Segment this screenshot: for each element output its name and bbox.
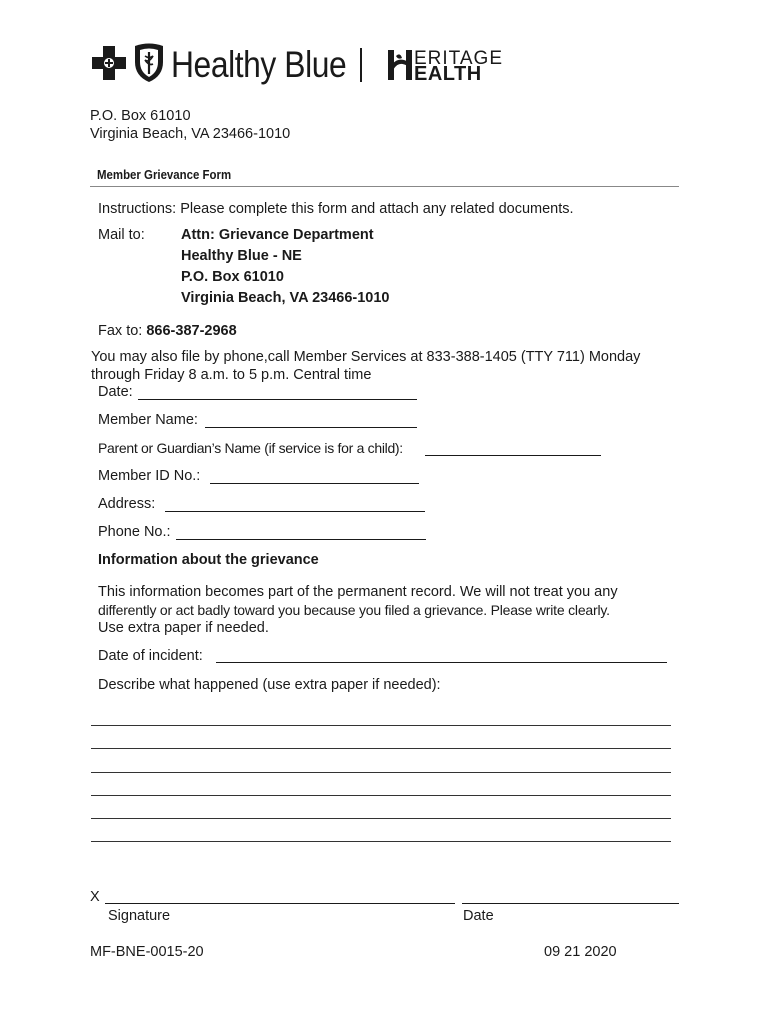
date-field[interactable] (138, 399, 417, 400)
mail-line-4: Virginia Beach, VA 23466-1010 (181, 290, 390, 306)
signature-mark: X (90, 889, 100, 905)
member-id-field[interactable] (210, 483, 419, 484)
date-label: Date: (98, 384, 133, 400)
member-name-field[interactable] (205, 427, 417, 428)
mail-label: Mail to: (98, 227, 145, 243)
signature-date-field[interactable] (462, 903, 679, 904)
partner-name-bottom: EALTH (414, 63, 482, 85)
signature-field[interactable] (105, 903, 455, 904)
form-title: Member Grievance Form (97, 167, 232, 182)
return-address-line1: P.O. Box 61010 (90, 108, 191, 124)
incident-date-field[interactable] (216, 662, 667, 663)
info-text-line2: differently or act badly toward you because you filed a grievance. Please write clearly. (98, 602, 610, 618)
info-text-line3: Use extra paper if needed. (98, 620, 269, 636)
phone-field[interactable] (176, 539, 426, 540)
phone-label: Phone No.: (98, 524, 171, 540)
info-heading: Information about the grievance (98, 552, 319, 568)
fax-label: Fax to: (98, 323, 143, 339)
fax-number: 866-387-2968 (146, 323, 237, 339)
instructions: Instructions: Please complete this form and attach any related documents. (98, 201, 574, 217)
description-line[interactable] (91, 725, 671, 726)
description-line[interactable] (91, 818, 671, 819)
phone-note-line1: You may also file by phone,call Member Services at 833-388-1405 (TTY 711) Monday (91, 349, 641, 365)
info-text-line1: This information becomes part of the permanent record. We will not treat you any (98, 584, 618, 600)
mail-line-3: P.O. Box 61010 (181, 269, 284, 285)
title-rule (90, 186, 679, 187)
blue-shield-icon (132, 42, 166, 84)
mail-line-2: Healthy Blue - NE (181, 248, 302, 264)
mail-line-1: Attn: Grievance Department (181, 227, 374, 243)
guardian-field[interactable] (425, 455, 601, 456)
revision-date: 09 21 2020 (544, 944, 617, 960)
incident-date-label: Date of incident: (98, 648, 203, 664)
heritage-logo-h-icon (386, 48, 416, 82)
signature-label: Signature (108, 908, 171, 924)
guardian-label: Parent or Guardian’s Name (if service is for a child): (98, 440, 403, 456)
describe-label: Describe what happened (use extra paper if needed): (98, 677, 441, 693)
address-field[interactable] (165, 511, 425, 512)
description-line[interactable] (91, 795, 671, 796)
form-code: MF-BNE-0015-20 (90, 944, 204, 960)
description-line[interactable] (91, 772, 671, 773)
address-label: Address: (98, 496, 156, 512)
partner-name-top: ERITAGE (414, 48, 503, 69)
member-name-label: Member Name: (98, 412, 198, 428)
phone-note-line2: through Friday 8 a.m. to 5 p.m. Central time (91, 367, 372, 383)
signature-date-label: Date (463, 908, 494, 924)
member-id-label: Member ID No.: (98, 468, 201, 484)
description-line[interactable] (91, 841, 671, 842)
description-line[interactable] (91, 748, 671, 749)
logo-divider (360, 48, 362, 82)
brand-name: Healthy Blue (171, 44, 347, 85)
fax-line (98, 322, 237, 340)
blue-cross-icon (90, 44, 128, 82)
return-address-line2: Virginia Beach, VA 23466-1010 (90, 126, 291, 142)
